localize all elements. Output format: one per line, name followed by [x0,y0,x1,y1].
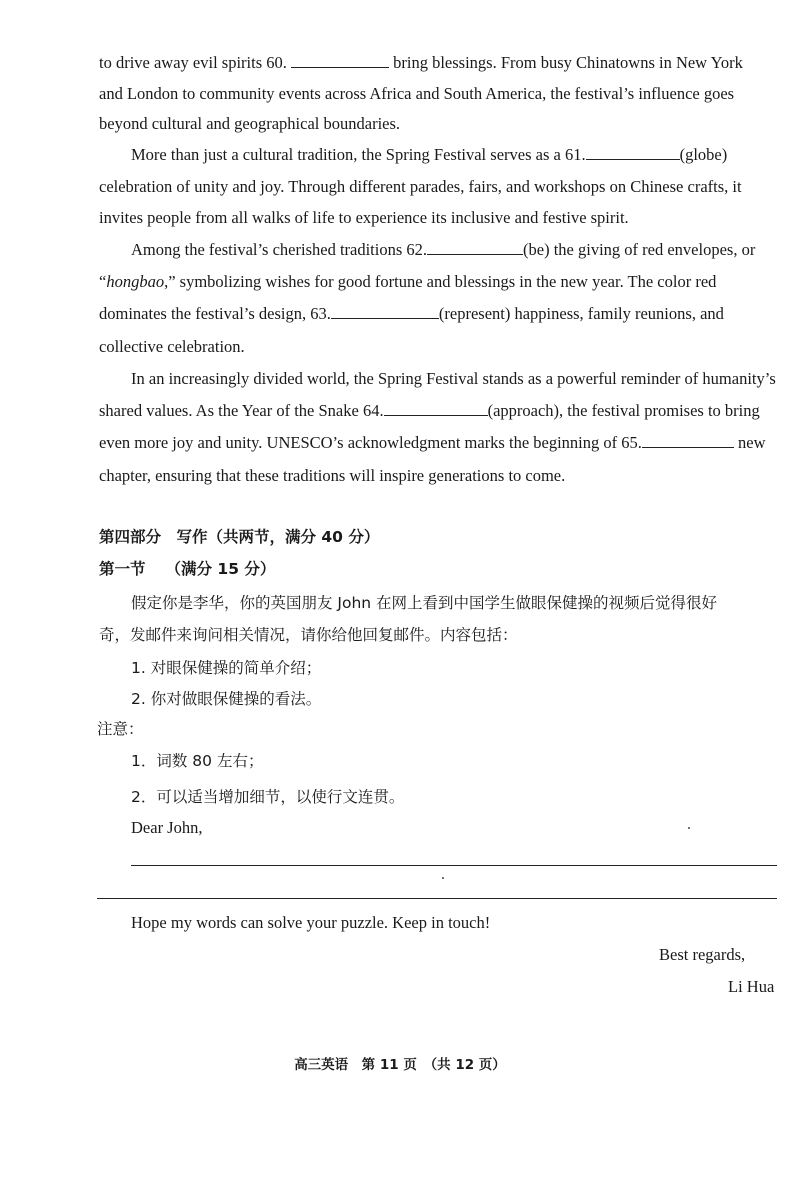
passage-p3-line2: “hongbao,” symbolizing wishes for good fortune and blessings in the new year. The color red [99,272,717,291]
note-item1: 1．词数 80 左右； [131,752,264,770]
passage-p4-line2: shared values. As the Year of the Snake 64. (approach), the festival promises to bring [99,401,760,420]
passage-p3-line3: dominates the festival’s design, 63. (represent) happiness, family reunions, and [99,304,724,323]
scan-speck [688,827,690,829]
passage-p2-line1: More than just a cultural tradition, the Spring Festival serves as a 61. (globe) [131,145,728,164]
writing-prompt-line2: 奇，发邮件来询问相关情况，请你给他回复邮件。内容包括： [99,626,518,644]
letter-closing-line: Hope my words can solve your puzzle. Keep in touch! [131,913,491,932]
passage-p4-line1: In an increasingly divided world, the Spring Festival stands as a powerful reminder of humanity’s [131,369,776,388]
letter-signoff: Best regards, [659,945,746,964]
hongbao-term: hongbao [106,272,165,291]
writing-prompt-line1: 假定你是李华，你的英国朋友 John 在网上看到中国学生做眼保健操的视频后觉得很好 [131,594,718,612]
section-one-heading: 第一节 （满分 15 分） [99,560,276,578]
passage-p2-line2: celebration of unity and joy. Through different parades, fairs, and workshops on Chinese crafts, it [99,177,742,196]
letter-signature: Li Hua [728,977,775,996]
answer-blank-63[interactable] [331,305,439,319]
notes-label: 注意： [97,720,144,738]
answer-blank-62[interactable] [427,241,523,255]
letter-greeting: Dear John, [131,818,203,837]
passage-p3-line1: Among the festival’s cherished traditions 62. (be) the giving of red envelopes, or [131,240,756,259]
writing-content-item1: 1. 对眼保健操的简单介绍； [131,659,322,677]
scan-speck [442,877,444,879]
writing-content-item2: 2. 你对做眼保健操的看法。 [131,690,322,708]
answer-writing-line-2[interactable] [97,898,777,899]
passage-p2-line3: invites people from all walks of life to experience its inclusive and festive spirit. [99,208,629,227]
page-footer: 高三英语 第 11 页 （共 12 页） [294,1057,506,1073]
answer-blank-64[interactable] [384,402,488,416]
answer-writing-line-1[interactable] [131,865,777,866]
passage-p4-line3: even more joy and unity. UNESCO’s acknowledgment marks the beginning of 65. new [99,433,766,452]
answer-blank-65[interactable] [642,434,734,448]
passage-p1-line2: and London to community events across Africa and South America, the festival’s influence goes [99,84,735,103]
passage-p4-line4: chapter, ensuring that these traditions will inspire generations to come. [99,466,566,485]
passage-p3-line4: collective celebration. [99,337,245,356]
passage-p1-line1: to drive away evil spirits 60. bring blessings. From busy Chinatowns in New York [99,53,743,72]
part-four-heading: 第四部分 写作（共两节，满分 40 分） [99,528,380,546]
passage-p1-line3: beyond cultural and geographical boundaries. [99,114,401,133]
answer-blank-60[interactable] [291,54,389,68]
note-item2: 2．可以适当增加细节，以使行文连贯。 [131,788,405,806]
answer-blank-61[interactable] [586,146,680,160]
